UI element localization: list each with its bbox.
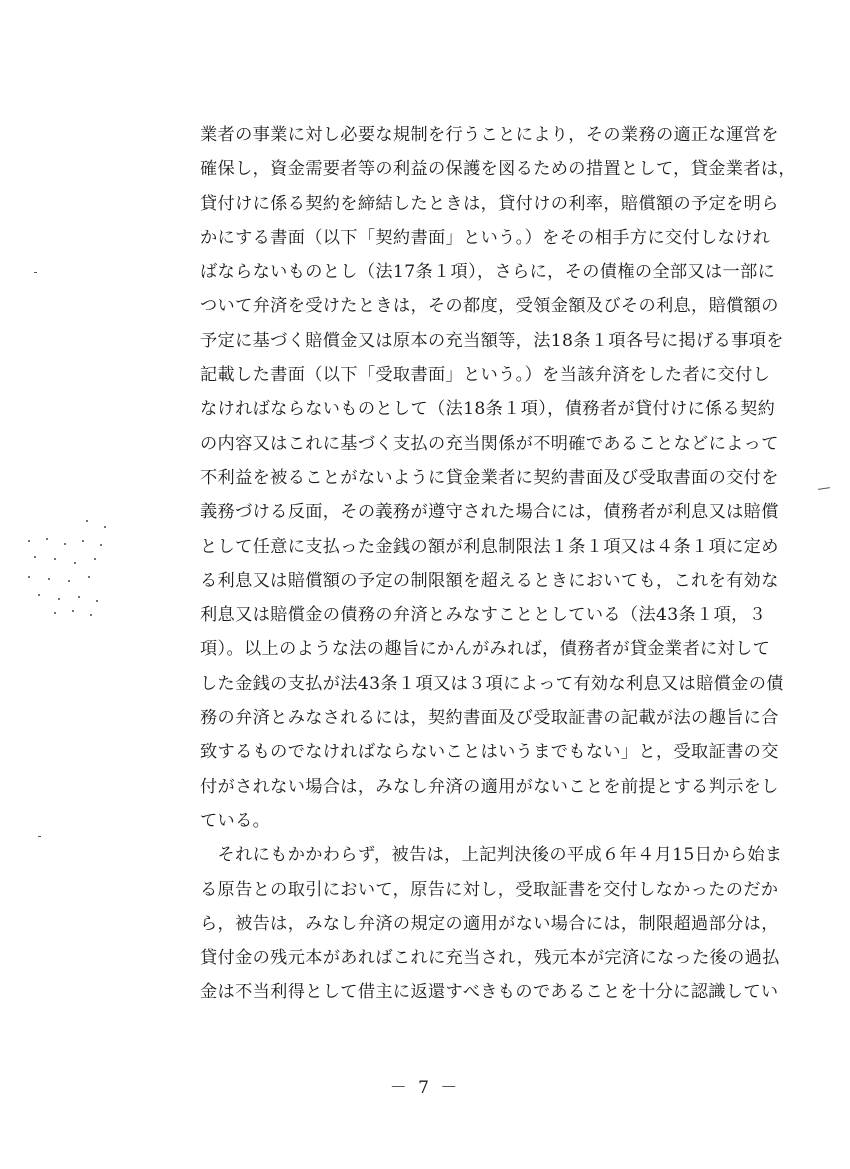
text-line: 務の弁済とみなされるには，契約書面及び受取証書の記載が法の趣旨に合 (200, 708, 779, 729)
text-line: 記載した書面（以下「受取書面」という。）を当該弁済をした者に交付し (200, 365, 771, 386)
page-number: － 7 － (389, 1078, 461, 1098)
text-line: 付がされない場合は，みなし弁済の適用がないことを前提とする判示をし (200, 776, 779, 797)
scan-mark (818, 487, 830, 490)
text-line: る利息又は賠償額の予定の制限額を超えるときにおいても，これを有効な (200, 570, 779, 591)
body-text (200, 118, 796, 1010)
scan-mark (38, 836, 41, 837)
text-line: 利息又は賠償金の債務の弁済とみなすこととしている（法43条１項，３ (200, 605, 767, 626)
text-line: 不利益を被ることがないように貸金業者に契約書面及び受取書面の交付を (200, 467, 779, 488)
text-line: 予定に基づく賠償金又は原本の充当額等，法18条１項各号に掲げる事項を (200, 330, 784, 351)
text-line: ばならないものとし（法17条１項），さらに，その債権の全部又は一部に (200, 262, 776, 283)
text-line: る原告との取引において，原告に対し，受取証書を交付しなかったのだか (200, 879, 779, 900)
text-line: 項）。以上のような法の趣旨にかんがみれば，債務者が貸金業者に対して (200, 639, 771, 660)
text-line: 義務づける反面，その義務が遵守された場合には，債務者が利息又は賠償 (200, 502, 779, 523)
scan-speckles (24, 518, 120, 618)
text-line: 業者の事業に対し必要な規制を行うことにより，その業務の適正な運営を (200, 125, 779, 145)
text-line: ついて弁済を受けたときは，その都度，受領金額及びその利息，賠償額の (200, 296, 779, 317)
text-line: なければならないものとして（法18条１項），債務者が貸付けに係る契約 (200, 399, 776, 420)
text-line: した金銭の支払が法43条１項又は３項によって有効な利息又は賠償金の債 (200, 673, 784, 694)
text-line: かにする書面（以下「契約書面」という。）をその相手方に交付しなけれ (200, 227, 771, 248)
text-line: 金は不当利得として借主に返還すべきものであることを十分に認識してい (200, 982, 779, 1003)
text-line: ら，被告は，みなし弁済の規定の適用がない場合には，制限超過部分は， (200, 913, 779, 934)
text-line: ている。 (200, 810, 271, 831)
text-line: として任意に支払った金銭の額が利息制限法１条１項又は４条１項に定め (200, 536, 779, 557)
text-line: の内容又はこれに基づく支払の充当関係が不明確であることなどによって (200, 433, 779, 454)
text-line: それにもかかわらず，被告は，上記判決後の平成６年４月15日から始ま (200, 845, 783, 866)
scan-mark (34, 272, 37, 273)
text-line: 致するものでなければならないことはいうまでもない」と，受取証書の交 (200, 742, 779, 763)
text-line: 確保し，資金需要者等の利益の保護を図るための措置として，貸金業者は， (200, 159, 796, 180)
text-line: 貸付けに係る契約を締結したときは，貸付けの利率，賠償額の予定を明ら (200, 193, 779, 214)
text-line: 貸付金の残元本があればこれに充当され，残元本が完済になった後の過払 (200, 948, 780, 969)
